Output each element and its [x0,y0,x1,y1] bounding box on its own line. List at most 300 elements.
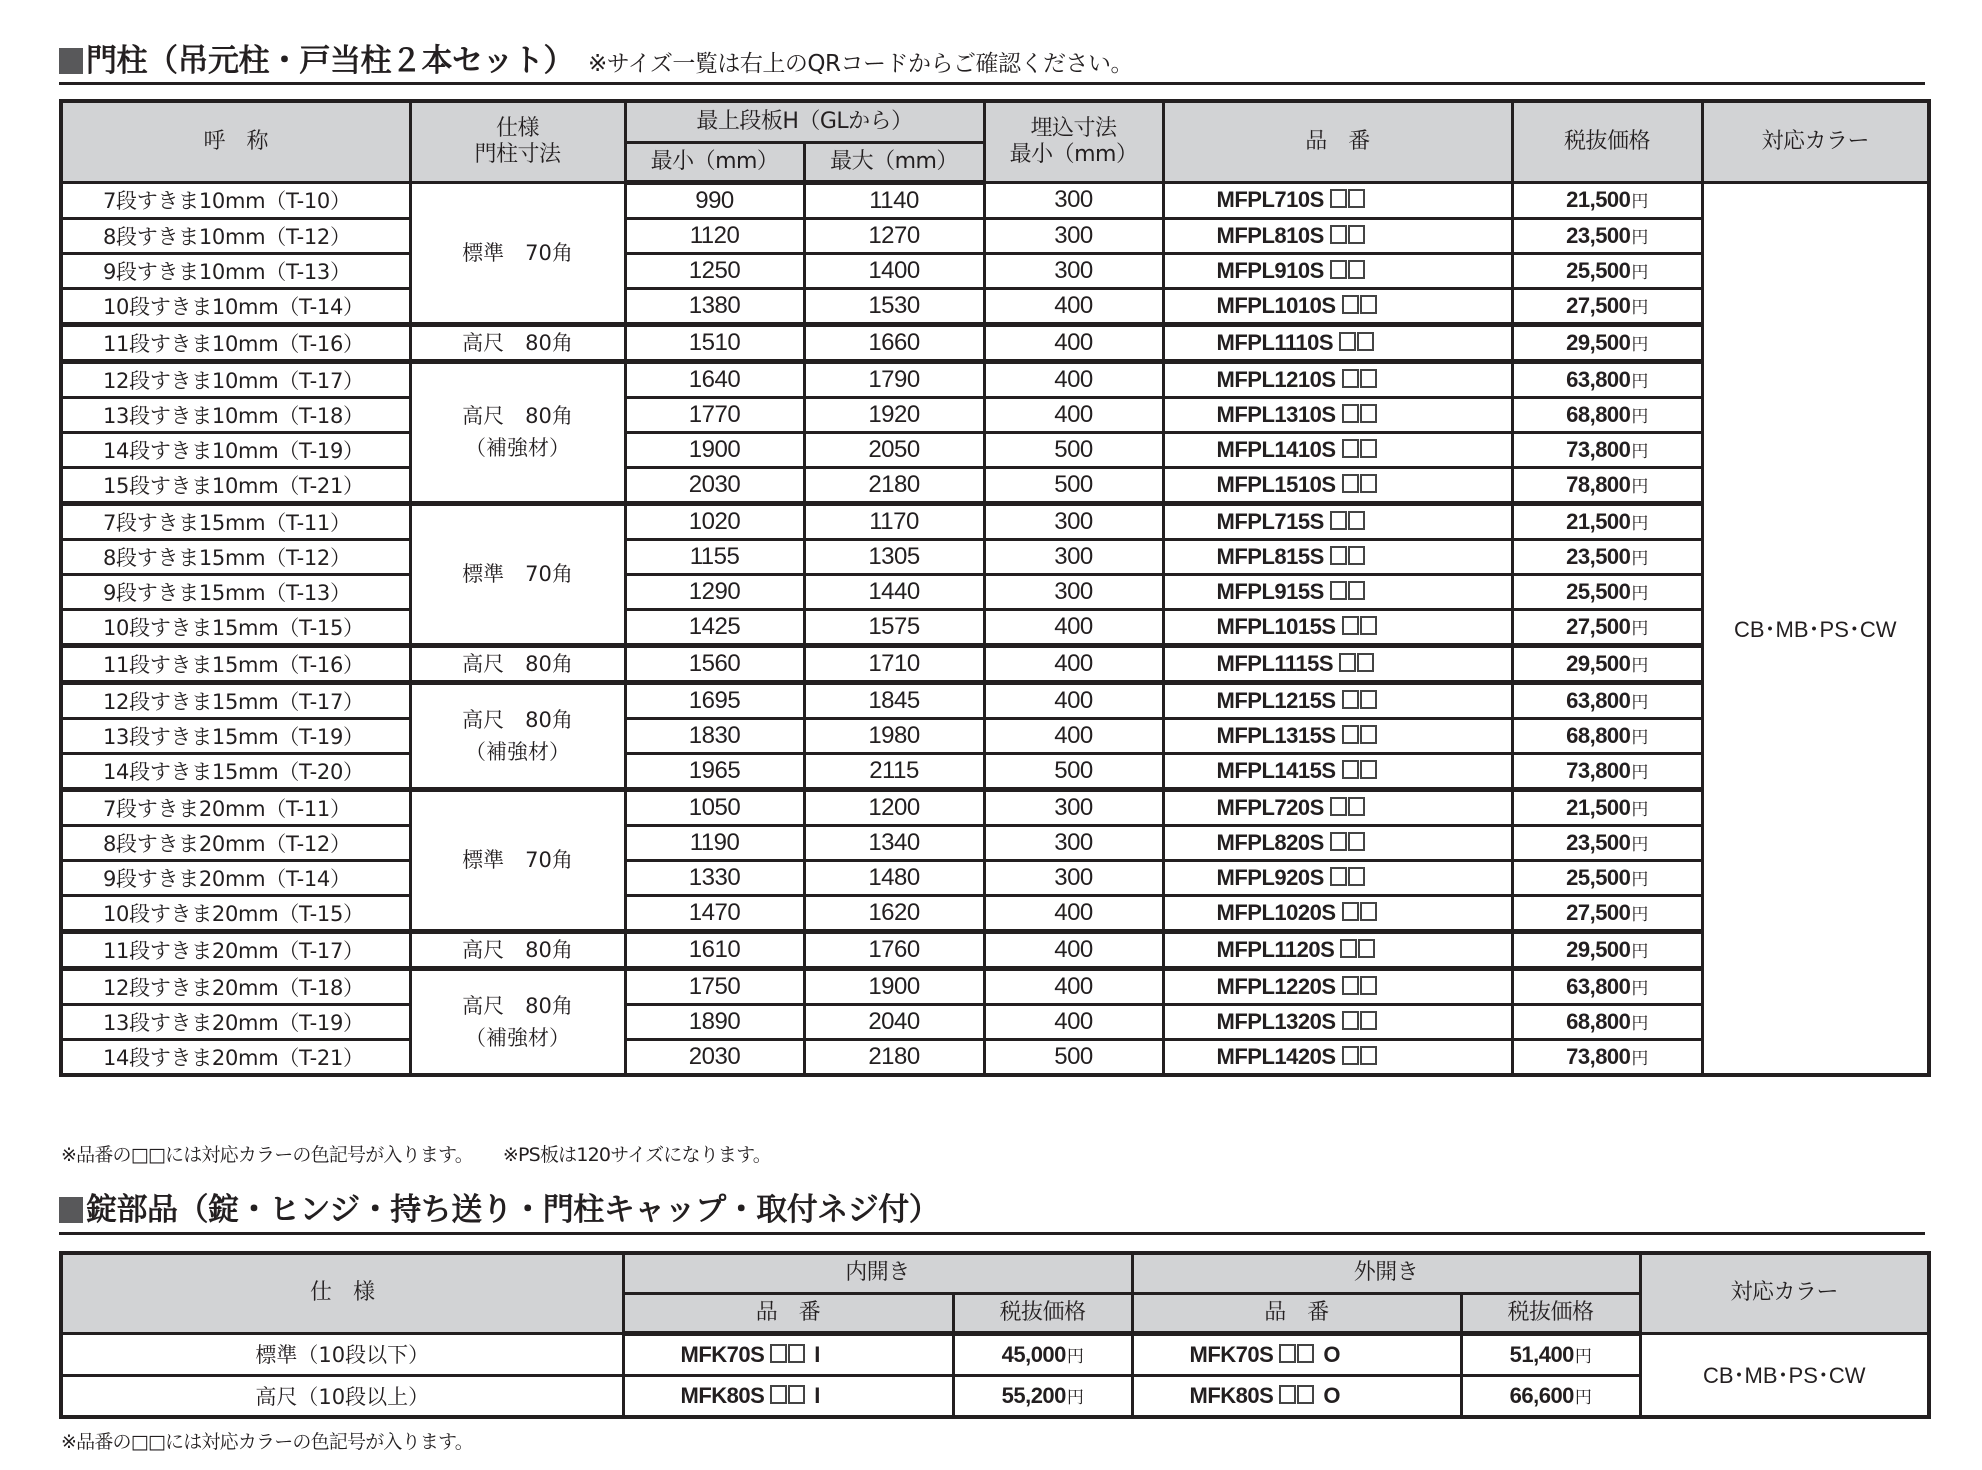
row-min: 1830 [625,718,804,753]
row-name: 7段すきま15mm（T-11） [61,503,410,539]
color-code-box-icon [1342,976,1359,995]
color-code-box-icon [1348,260,1365,279]
note-color-code: ※品番の□□には対応カラーの色記号が入ります。 [61,1144,473,1166]
section1-subtitle: ※サイズ一覧は右上のQRコードからご確認ください。 [588,51,1134,77]
row-name: 8段すきま15mm（T-12） [61,539,410,574]
row-embed: 400 [984,645,1163,682]
color-code-box-icon [1330,867,1347,886]
row-price [1512,539,1702,574]
row-max: 1400 [804,253,984,288]
code-text: MFPL1320S [1216,1008,1336,1034]
row-max: 1790 [804,361,984,397]
row-spec [410,182,625,324]
header-spec: 仕 様 [61,1253,623,1333]
section1-rule [59,82,1925,85]
price-value: 66,600 [1509,1382,1574,1408]
row-embed: 400 [984,895,1163,931]
row-embed: 500 [984,467,1163,503]
color-code-box-icon [1330,797,1347,816]
code-text: MFPL1510S [1216,471,1336,497]
color-code-box-icon [1342,902,1359,921]
code-text: MFPL1215S [1216,687,1336,713]
row-max: 1340 [804,825,984,860]
table-row [61,432,1929,467]
row-price [1512,288,1702,324]
code-text: MFPL1415S [1216,757,1336,783]
price-value: 55,200 [1001,1382,1066,1408]
color-code-box-icon [1360,616,1377,635]
table-row [61,931,1929,968]
row-inward-code [623,1375,953,1417]
row-code [1163,1004,1512,1039]
row-max: 1200 [804,789,984,825]
row-embed: 400 [984,609,1163,645]
price-value: 45,000 [1001,1341,1066,1367]
yen-unit: 円 [1631,799,1648,820]
yen-unit: 円 [1631,618,1648,639]
section2-note: ※品番の□□には対応カラーの色記号が入ります。 [61,1431,473,1453]
gate-post-table-body [61,182,1929,1075]
row-color: CB･MB･PS･CW [1640,1333,1929,1417]
row-spec [410,789,625,931]
row-price [1512,682,1702,718]
row-code [1163,789,1512,825]
row-embed: 300 [984,825,1163,860]
yen-unit: 円 [1631,869,1648,890]
color-code-box-icon [1330,832,1347,851]
row-price [1512,609,1702,645]
color-code-box-icon [1348,832,1365,851]
lock-parts-table [59,1251,1931,1419]
price-value: 23,500 [1566,222,1631,248]
price-value: 68,800 [1566,1008,1631,1034]
price-value: 23,500 [1566,543,1631,569]
table-row [61,1004,1929,1039]
row-price [1512,397,1702,432]
table-row [61,539,1929,574]
row-embed: 300 [984,860,1163,895]
row-embed: 300 [984,574,1163,609]
row-code [1163,539,1512,574]
row-name: 11段すきま10mm（T-16） [61,324,410,361]
row-max: 2115 [804,753,984,789]
row-price [1512,1039,1702,1075]
row-max: 1170 [804,503,984,539]
lock-parts-table-body [61,1333,1929,1417]
spec-line2: （補強材） [465,1025,570,1050]
table-row [61,1333,1929,1375]
row-inward-price [953,1375,1132,1417]
code-text: MFPL920S [1216,864,1324,890]
row-spec [410,503,625,645]
spec-line1: 高尺 80角 [462,993,573,1018]
row-code [1163,931,1512,968]
header-spec-line2: 門柱寸法 [474,141,561,167]
spec-line1: 標準 70角 [462,240,573,265]
code-text: MFPL1120S [1216,936,1335,962]
row-name: 13段すきま15mm（T-19） [61,718,410,753]
row-embed: 300 [984,503,1163,539]
price-value: 63,800 [1566,687,1631,713]
row-outward-code [1132,1333,1461,1375]
price-value: 29,500 [1566,936,1631,962]
row-min: 1890 [625,1004,804,1039]
row-min: 990 [625,182,804,218]
code-text: MFPL810S [1216,222,1324,248]
yen-unit: 円 [1631,297,1648,318]
row-min: 1965 [625,753,804,789]
row-name: 14段すきま20mm（T-21） [61,1039,410,1075]
code-text: MFK80S [680,1382,765,1408]
price-value: 78,800 [1566,471,1631,497]
spec-line2: （補強材） [465,739,570,764]
row-price [1512,218,1702,253]
square-bullet-icon [59,48,83,74]
color-code-box-icon [1342,760,1359,779]
row-embed: 300 [984,218,1163,253]
color-code-box-icon [1348,546,1365,565]
color-code-box-icon [1342,725,1359,744]
table-row [61,682,1929,718]
price-value: 68,800 [1566,722,1631,748]
header-price: 税抜価格 [1512,101,1702,182]
color-code-box-icon [1360,725,1377,744]
row-min: 1250 [625,253,804,288]
code-text: MFPL1115S [1216,650,1334,676]
row-inward-code [623,1333,953,1375]
row-max: 1845 [804,682,984,718]
header-max: 最大（mm） [804,142,984,182]
color-code-box-icon [1297,1344,1314,1363]
table-row [61,789,1929,825]
row-embed: 400 [984,361,1163,397]
row-embed: 400 [984,931,1163,968]
section2-title-text: 錠部品（錠・ヒンジ・持ち送り・門柱キャップ・取付ネジ付） [86,1192,940,1228]
row-price [1512,574,1702,609]
row-min: 1330 [625,860,804,895]
square-bullet-icon [59,1197,83,1223]
price-value: 27,500 [1566,613,1631,639]
row-embed: 500 [984,1039,1163,1075]
row-code [1163,324,1512,361]
row-embed: 400 [984,1004,1163,1039]
row-max: 1140 [804,182,984,218]
header-embed [984,101,1163,182]
row-name: 7段すきま10mm（T-10） [61,182,410,218]
color-code-box-icon [788,1344,805,1363]
row-price [1512,253,1702,288]
color-code-box-icon [1360,404,1377,423]
color-code-box-icon [1342,369,1359,388]
row-code [1163,574,1512,609]
code-text: MFPL1020S [1216,899,1336,925]
color-code-box-icon [1358,939,1375,958]
row-max: 2180 [804,467,984,503]
yen-unit: 円 [1631,583,1648,604]
spec-line1: 高尺 80角 [462,404,573,428]
row-price [1512,789,1702,825]
code-suffix: O [1323,1382,1340,1408]
yen-unit: 円 [1631,476,1648,497]
row-max: 1920 [804,397,984,432]
code-text: MFK80S [1189,1382,1274,1408]
yen-unit: 円 [1631,227,1648,248]
row-max: 1305 [804,539,984,574]
row-min: 1290 [625,574,804,609]
row-spec: 標準（10段以下） [61,1333,623,1375]
spec-line1: 高尺 80角 [462,937,573,962]
row-embed: 300 [984,182,1163,218]
code-text: MFPL1210S [1216,366,1336,392]
yen-unit: 円 [1631,262,1648,283]
yen-unit: 円 [1631,548,1648,569]
row-embed: 300 [984,789,1163,825]
row-embed: 400 [984,968,1163,1004]
color-code-box-icon [1330,546,1347,565]
color-code-box-icon [1342,295,1359,314]
row-code [1163,182,1512,218]
row-name: 10段すきま15mm（T-15） [61,609,410,645]
color-code-box-icon [1330,225,1347,244]
color-code-box-icon [1339,653,1356,672]
row-min: 1120 [625,218,804,253]
row-max: 1480 [804,860,984,895]
row-code [1163,825,1512,860]
price-value: 73,800 [1566,436,1631,462]
color-code-box-icon [1330,189,1347,208]
row-code [1163,253,1512,288]
row-name: 12段すきま20mm（T-18） [61,968,410,1004]
price-value: 25,500 [1566,864,1631,890]
row-min: 1425 [625,609,804,645]
row-max: 1660 [804,324,984,361]
code-text: MFPL720S [1216,794,1324,820]
table-row [61,1039,1929,1075]
row-name: 8段すきま20mm（T-12） [61,825,410,860]
row-embed: 300 [984,253,1163,288]
row-min: 1900 [625,432,804,467]
row-spec [410,361,625,503]
row-price [1512,718,1702,753]
code-text: MFPL1315S [1216,722,1336,748]
row-max: 1980 [804,718,984,753]
code-suffix: I [814,1341,820,1367]
row-price [1512,182,1702,218]
row-name: 9段すきま10mm（T-13） [61,253,410,288]
header-top-board: 最上段板H（GLから） [625,101,984,142]
color-code-box-icon [1330,260,1347,279]
gate-post-table [59,99,1931,1077]
yen-unit: 円 [1631,513,1648,534]
yen-unit: 円 [1631,978,1648,999]
section2-rule [59,1232,1925,1235]
header-name: 呼 称 [61,101,410,182]
yen-unit: 円 [1631,371,1648,392]
row-code [1163,968,1512,1004]
row-embed: 400 [984,682,1163,718]
row-code [1163,718,1512,753]
yen-unit: 円 [1574,1346,1592,1367]
header-color: 対応カラー [1702,101,1929,182]
table-row [61,825,1929,860]
row-price [1512,467,1702,503]
color-code-box-icon [1348,189,1365,208]
row-max: 1575 [804,609,984,645]
row-min: 1610 [625,931,804,968]
spec-line1: 標準 70角 [462,562,573,586]
color-code-box-icon [1342,1011,1359,1030]
row-min: 1050 [625,789,804,825]
yen-unit: 円 [1631,441,1648,462]
color-code-box-icon [1348,511,1365,530]
row-max: 1900 [804,968,984,1004]
code-text: MFPL820S [1216,829,1324,855]
color-code-box-icon [770,1344,787,1363]
header-embed-line1: 埋込寸法 [1030,115,1117,141]
row-spec [410,645,625,682]
row-name: 12段すきま10mm（T-17） [61,361,410,397]
header-code: 品 番 [1163,101,1512,182]
row-outward-price [1461,1375,1640,1417]
price-value: 27,500 [1566,292,1631,318]
row-name: 11段すきま20mm（T-17） [61,931,410,968]
row-min: 2030 [625,467,804,503]
yen-unit: 円 [1631,941,1648,962]
row-color: CB･MB･PS･CW [1702,182,1929,1075]
color-code-box-icon [1348,225,1365,244]
color-code-box-icon [1360,976,1377,995]
price-value: 25,500 [1566,578,1631,604]
row-price [1512,968,1702,1004]
table-row [61,288,1929,324]
color-code-box-icon [1279,1385,1296,1404]
row-code [1163,467,1512,503]
code-text: MFPL1110S [1216,329,1334,355]
color-code-box-icon [1342,439,1359,458]
row-name: 10段すきま20mm（T-15） [61,895,410,931]
row-min: 1155 [625,539,804,574]
row-min: 1695 [625,682,804,718]
row-price [1512,895,1702,931]
color-code-box-icon [1342,474,1359,493]
header-embed-line2: 最小（mm） [1009,141,1138,167]
color-code-box-icon [1279,1344,1296,1363]
row-embed: 300 [984,539,1163,574]
color-code-box-icon [1357,332,1374,351]
row-embed: 400 [984,324,1163,361]
price-value: 21,500 [1566,508,1631,534]
row-price [1512,503,1702,539]
color-code-box-icon [1360,760,1377,779]
price-value: 23,500 [1566,829,1631,855]
spec-line1: 高尺 80角 [462,707,573,732]
price-value: 73,800 [1566,757,1631,783]
table-row [61,860,1929,895]
spec-line1: 高尺 80角 [462,651,573,676]
price-value: 63,800 [1566,366,1631,392]
row-min: 1470 [625,895,804,931]
code-text: MFPL1220S [1216,973,1336,999]
row-name: 14段すきま10mm（T-19） [61,432,410,467]
row-name: 13段すきま20mm（T-19） [61,1004,410,1039]
yen-unit: 円 [1631,762,1648,783]
price-value: 27,500 [1566,899,1631,925]
row-max: 1710 [804,645,984,682]
code-text: MFPL715S [1216,508,1324,534]
code-text: MFPL1420S [1216,1043,1336,1069]
row-name: 9段すきま15mm（T-13） [61,574,410,609]
row-code [1163,609,1512,645]
row-name: 9段すきま20mm（T-14） [61,860,410,895]
table-row [61,753,1929,789]
yen-unit: 円 [1631,655,1648,676]
yen-unit: 円 [1574,1387,1592,1408]
row-spec [410,324,625,361]
yen-unit: 円 [1631,334,1648,355]
row-code [1163,288,1512,324]
color-code-box-icon [1330,581,1347,600]
row-price [1512,361,1702,397]
row-code [1163,361,1512,397]
row-name: 15段すきま10mm（T-21） [61,467,410,503]
row-max: 1440 [804,574,984,609]
color-code-box-icon [1357,653,1374,672]
header-outward-price: 税抜価格 [1461,1293,1640,1333]
table-row [61,503,1929,539]
row-min: 1510 [625,324,804,361]
row-code [1163,895,1512,931]
color-code-box-icon [1348,797,1365,816]
row-price [1512,324,1702,361]
price-value: 68,800 [1566,401,1631,427]
table-row [61,467,1929,503]
yen-unit: 円 [1631,1013,1648,1034]
row-max: 1620 [804,895,984,931]
header-spec [410,101,625,182]
spec-line2: （補強材） [465,436,570,460]
section1-title-text: 門柱（吊元柱・戸当柱２本セット） [86,43,574,79]
color-code-box-icon [1330,511,1347,530]
table-row [61,361,1929,397]
yen-unit: 円 [1631,406,1648,427]
color-code-box-icon [1342,690,1359,709]
row-name: 10段すきま10mm（T-14） [61,288,410,324]
color-code-box-icon [1360,1046,1377,1065]
row-embed: 500 [984,753,1163,789]
note-ps-board: ※PS板は120サイズになります。 [502,1144,771,1166]
color-code-box-icon [1339,332,1356,351]
row-inward-price [953,1333,1132,1375]
yen-unit: 円 [1631,192,1648,212]
table-row [61,324,1929,361]
row-spec [410,931,625,968]
code-suffix: I [814,1382,820,1408]
yen-unit: 円 [1066,1346,1084,1367]
table-row [61,253,1929,288]
code-text: MFK70S [1189,1341,1274,1367]
color-code-box-icon [1348,581,1365,600]
row-spec: 高尺（10段以上） [61,1375,623,1417]
row-outward-code [1132,1375,1461,1417]
row-name: 8段すきま10mm（T-12） [61,218,410,253]
color-code-box-icon [1360,902,1377,921]
code-suffix: O [1323,1341,1340,1367]
table-row [61,182,1929,218]
table-row [61,968,1929,1004]
yen-unit: 円 [1631,1048,1648,1069]
row-spec [410,968,625,1075]
row-code [1163,645,1512,682]
